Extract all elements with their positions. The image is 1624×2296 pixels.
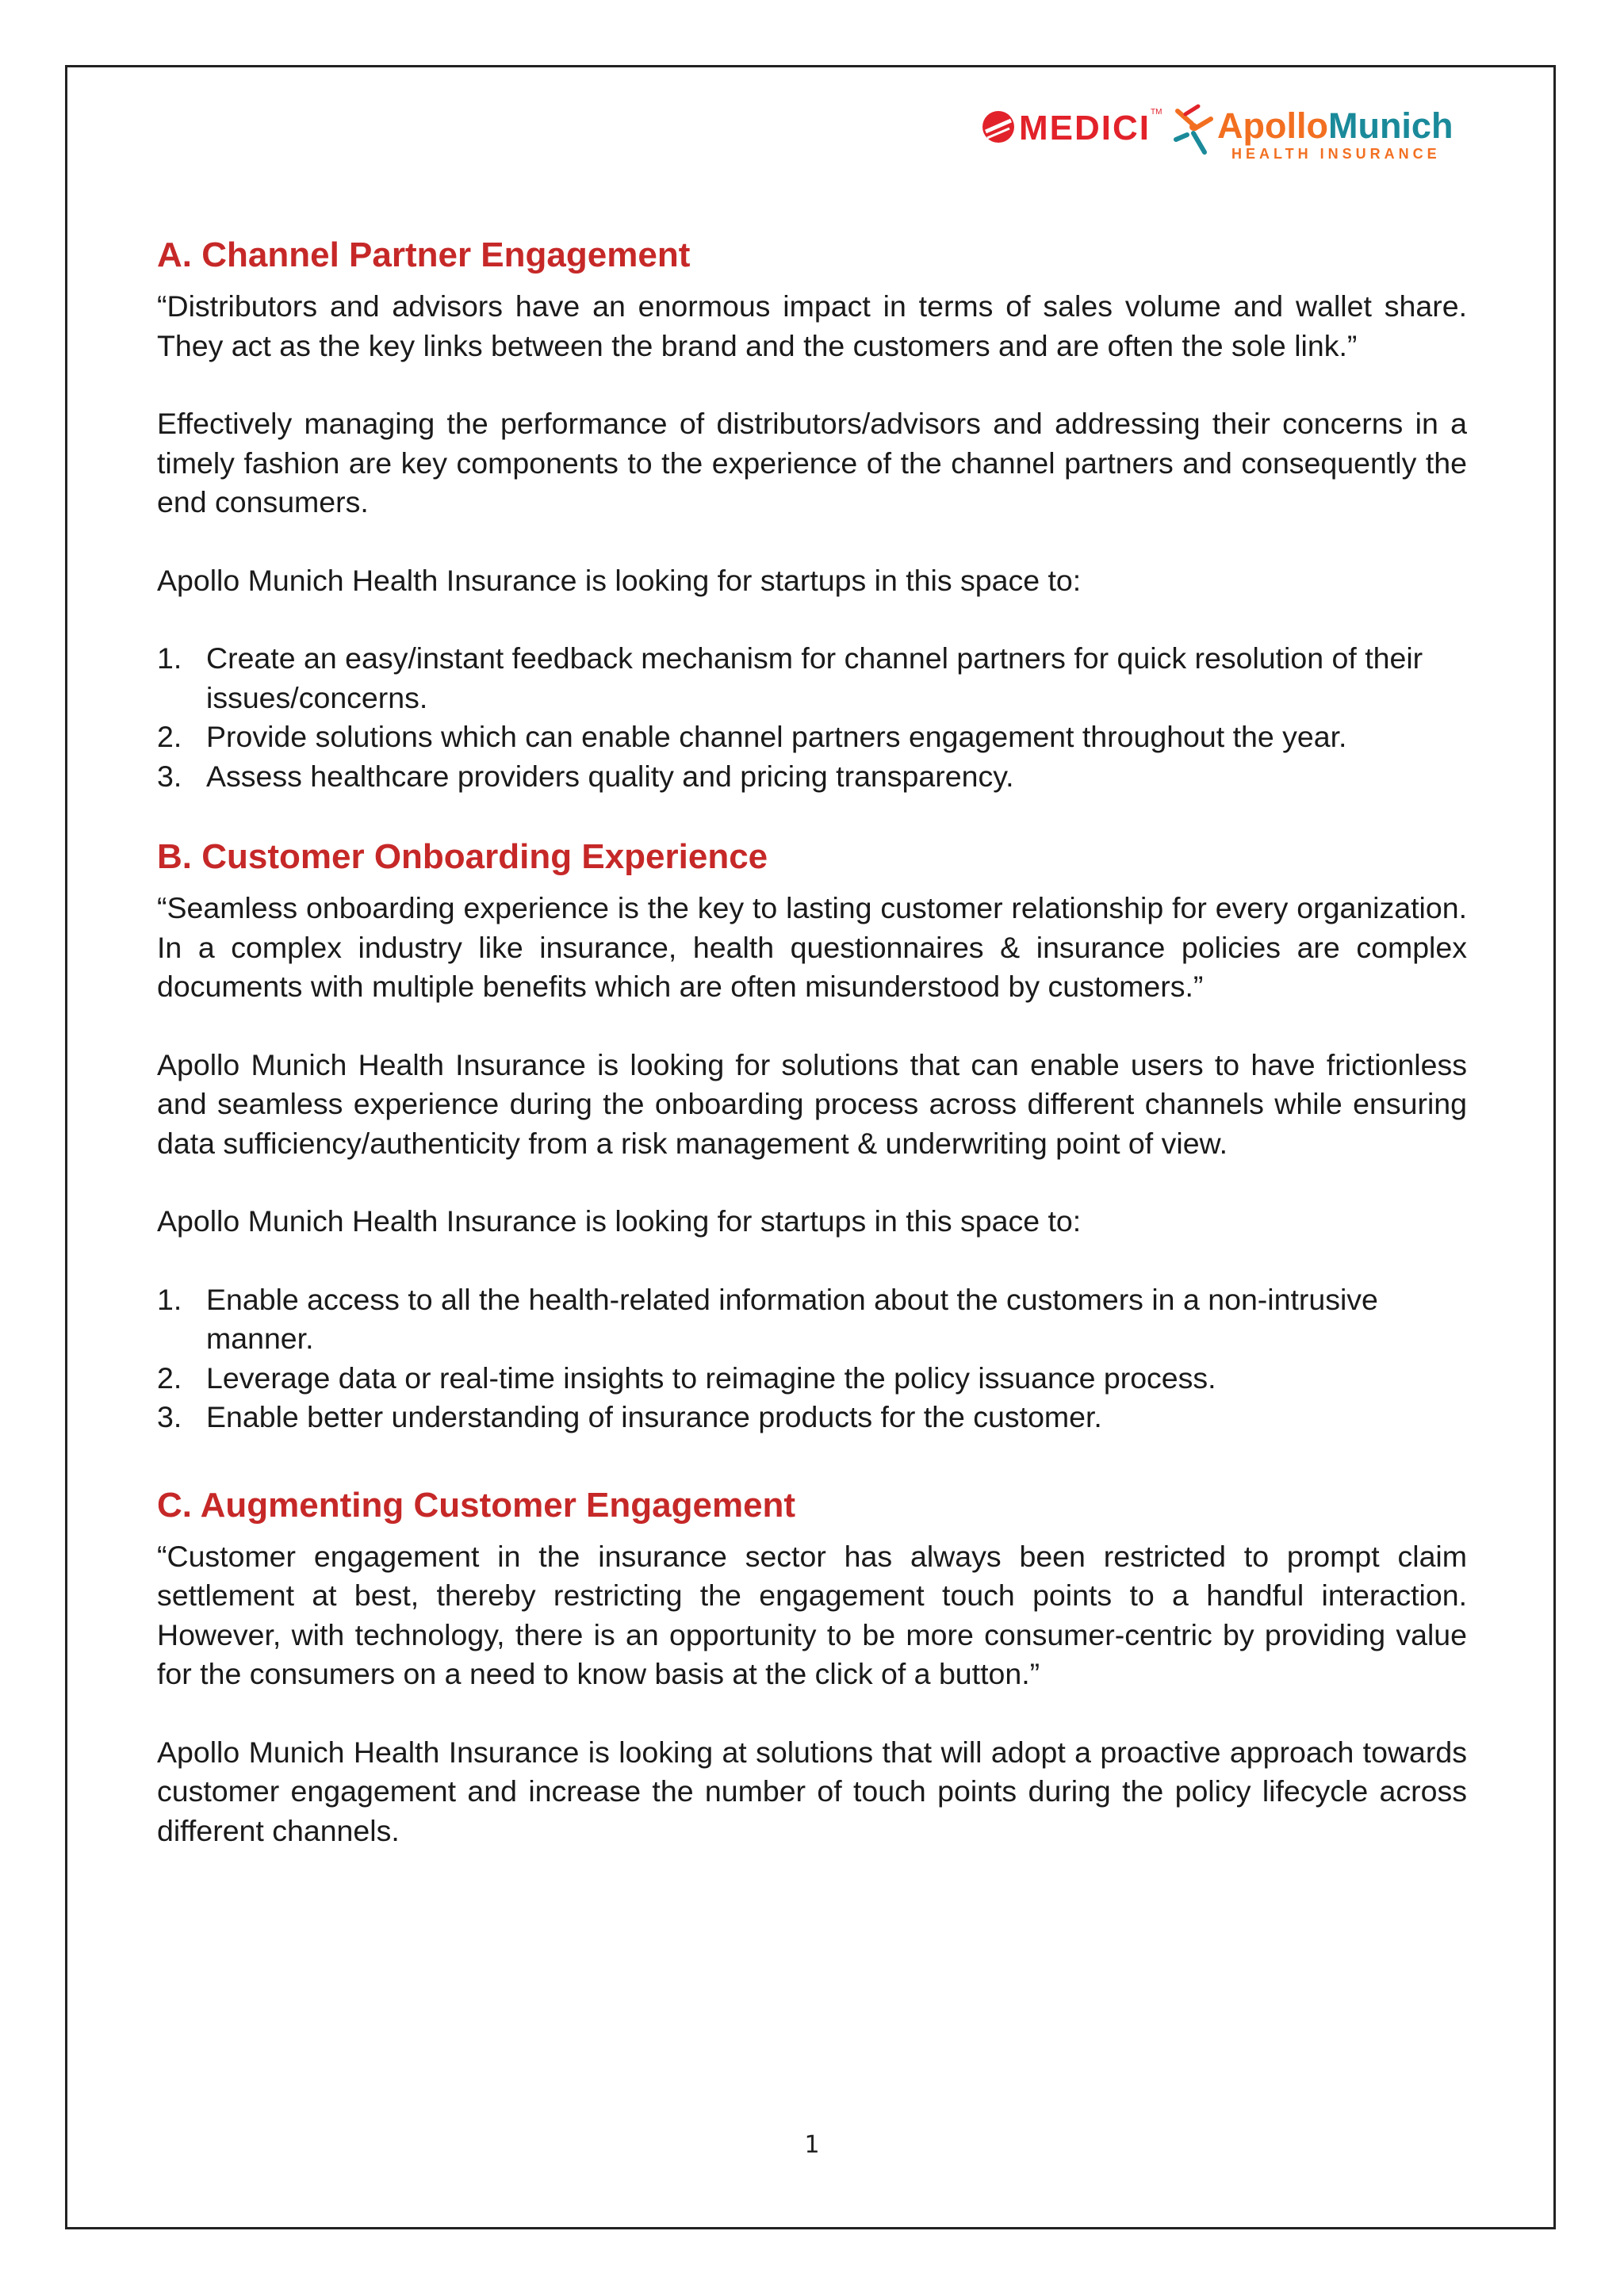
section-customer-onboarding-experience — [157, 833, 1467, 1437]
section-c-paragraph: Apollo Munich Health Insurance is looking at solutions that will adopt a proactive approach towards customer engagement and increase the number of touch points during the policy lifecycle across different channels. — [157, 1735, 1467, 1847]
section-channel-partner-engagement — [157, 232, 1467, 796]
apollo-munich-logo — [1176, 105, 1453, 162]
svg-text:ApolloMunich — [1217, 105, 1453, 146]
list-item: 1. Enable access to all the health-related information about the customers in a non-intrusive manner. — [157, 1282, 1378, 1355]
section-b-heading: B. Customer Onboarding Experience — [157, 837, 768, 876]
section-c-heading: C. Augmenting Customer Engagement — [157, 1485, 796, 1525]
health-insurance-logo-text: HEALTH INSURANCE — [1231, 146, 1441, 162]
munich-logo-text: Munich — [1327, 105, 1454, 146]
list-item: 2. Provide solutions which can enable channel partners engagement throughout the year. — [157, 720, 1347, 753]
section-augmenting-customer-engagement — [157, 1482, 1467, 1851]
medici-logo-text: MEDICI — [1019, 109, 1151, 147]
medici-logo — [982, 108, 1162, 147]
section-c-quote: “Customer engagement in the insurance sector has always been restricted to prompt claim settlement at best, thereby restricting the engagement touch points to a handful interaction. However, with technology, there is an opportunity to be more consumer-centric by providing value for the consumers on a need to know basis at the click of a button.” — [157, 1539, 1467, 1690]
page-number: 1 — [804, 2131, 820, 2159]
section-a-paragraph: Effectively managing the performance of distributors/advisors and addressing their concerns in a timely fashion are key components to the experience of the channel partners and consequently the end consumers. — [157, 407, 1467, 519]
list-item: 2. Leverage data or real-time insights to reimagine the policy issuance process. — [157, 1360, 1216, 1395]
document-body — [157, 232, 1467, 1850]
list-item: 3. Assess healthcare providers quality and pricing transparency. — [157, 759, 1014, 793]
apollo-logo-text: Apollo — [1217, 105, 1328, 146]
section-b-intro: Apollo Munich Health Insurance is looking for startups in this space to: — [157, 1204, 1082, 1238]
header-logos — [979, 103, 1471, 166]
list-item: 3. Enable better understanding of insurance products for the customer. — [157, 1400, 1102, 1433]
list-item: 1. Create an easy/instant feedback mechanism for channel partners for quick resolution of their issues/concerns. — [157, 641, 1423, 714]
section-a-heading: A. Channel Partner Engagement — [157, 235, 691, 274]
section-a-intro: Apollo Munich Health Insurance is looking for startups in this space to: — [157, 563, 1082, 597]
section-a-quote: “Distributors and advisors have an enormous impact in terms of sales volume and wallet share. They act as the key links between the brand and the customers and are often the sole link.” — [157, 289, 1467, 362]
section-b-quote: “Seamless onboarding experience is the key to lasting customer relationship for every organization. In a complex industry like insurance, health questionnaires & insurance policies are complex documents with multiple benefits which are often misunderstood by customers.” — [157, 891, 1467, 1003]
svg-text:TM: TM — [1151, 108, 1162, 117]
section-b-list — [157, 1280, 1467, 1437]
section-b-paragraph: Apollo Munich Health Insurance is looking for solutions that can enable users to have frictionless and seamless experience during the onboarding process across different channels while ensuring data sufficiency/authenticity from a risk management & underwriting point of view. — [157, 1047, 1467, 1160]
section-a-list — [157, 639, 1467, 796]
